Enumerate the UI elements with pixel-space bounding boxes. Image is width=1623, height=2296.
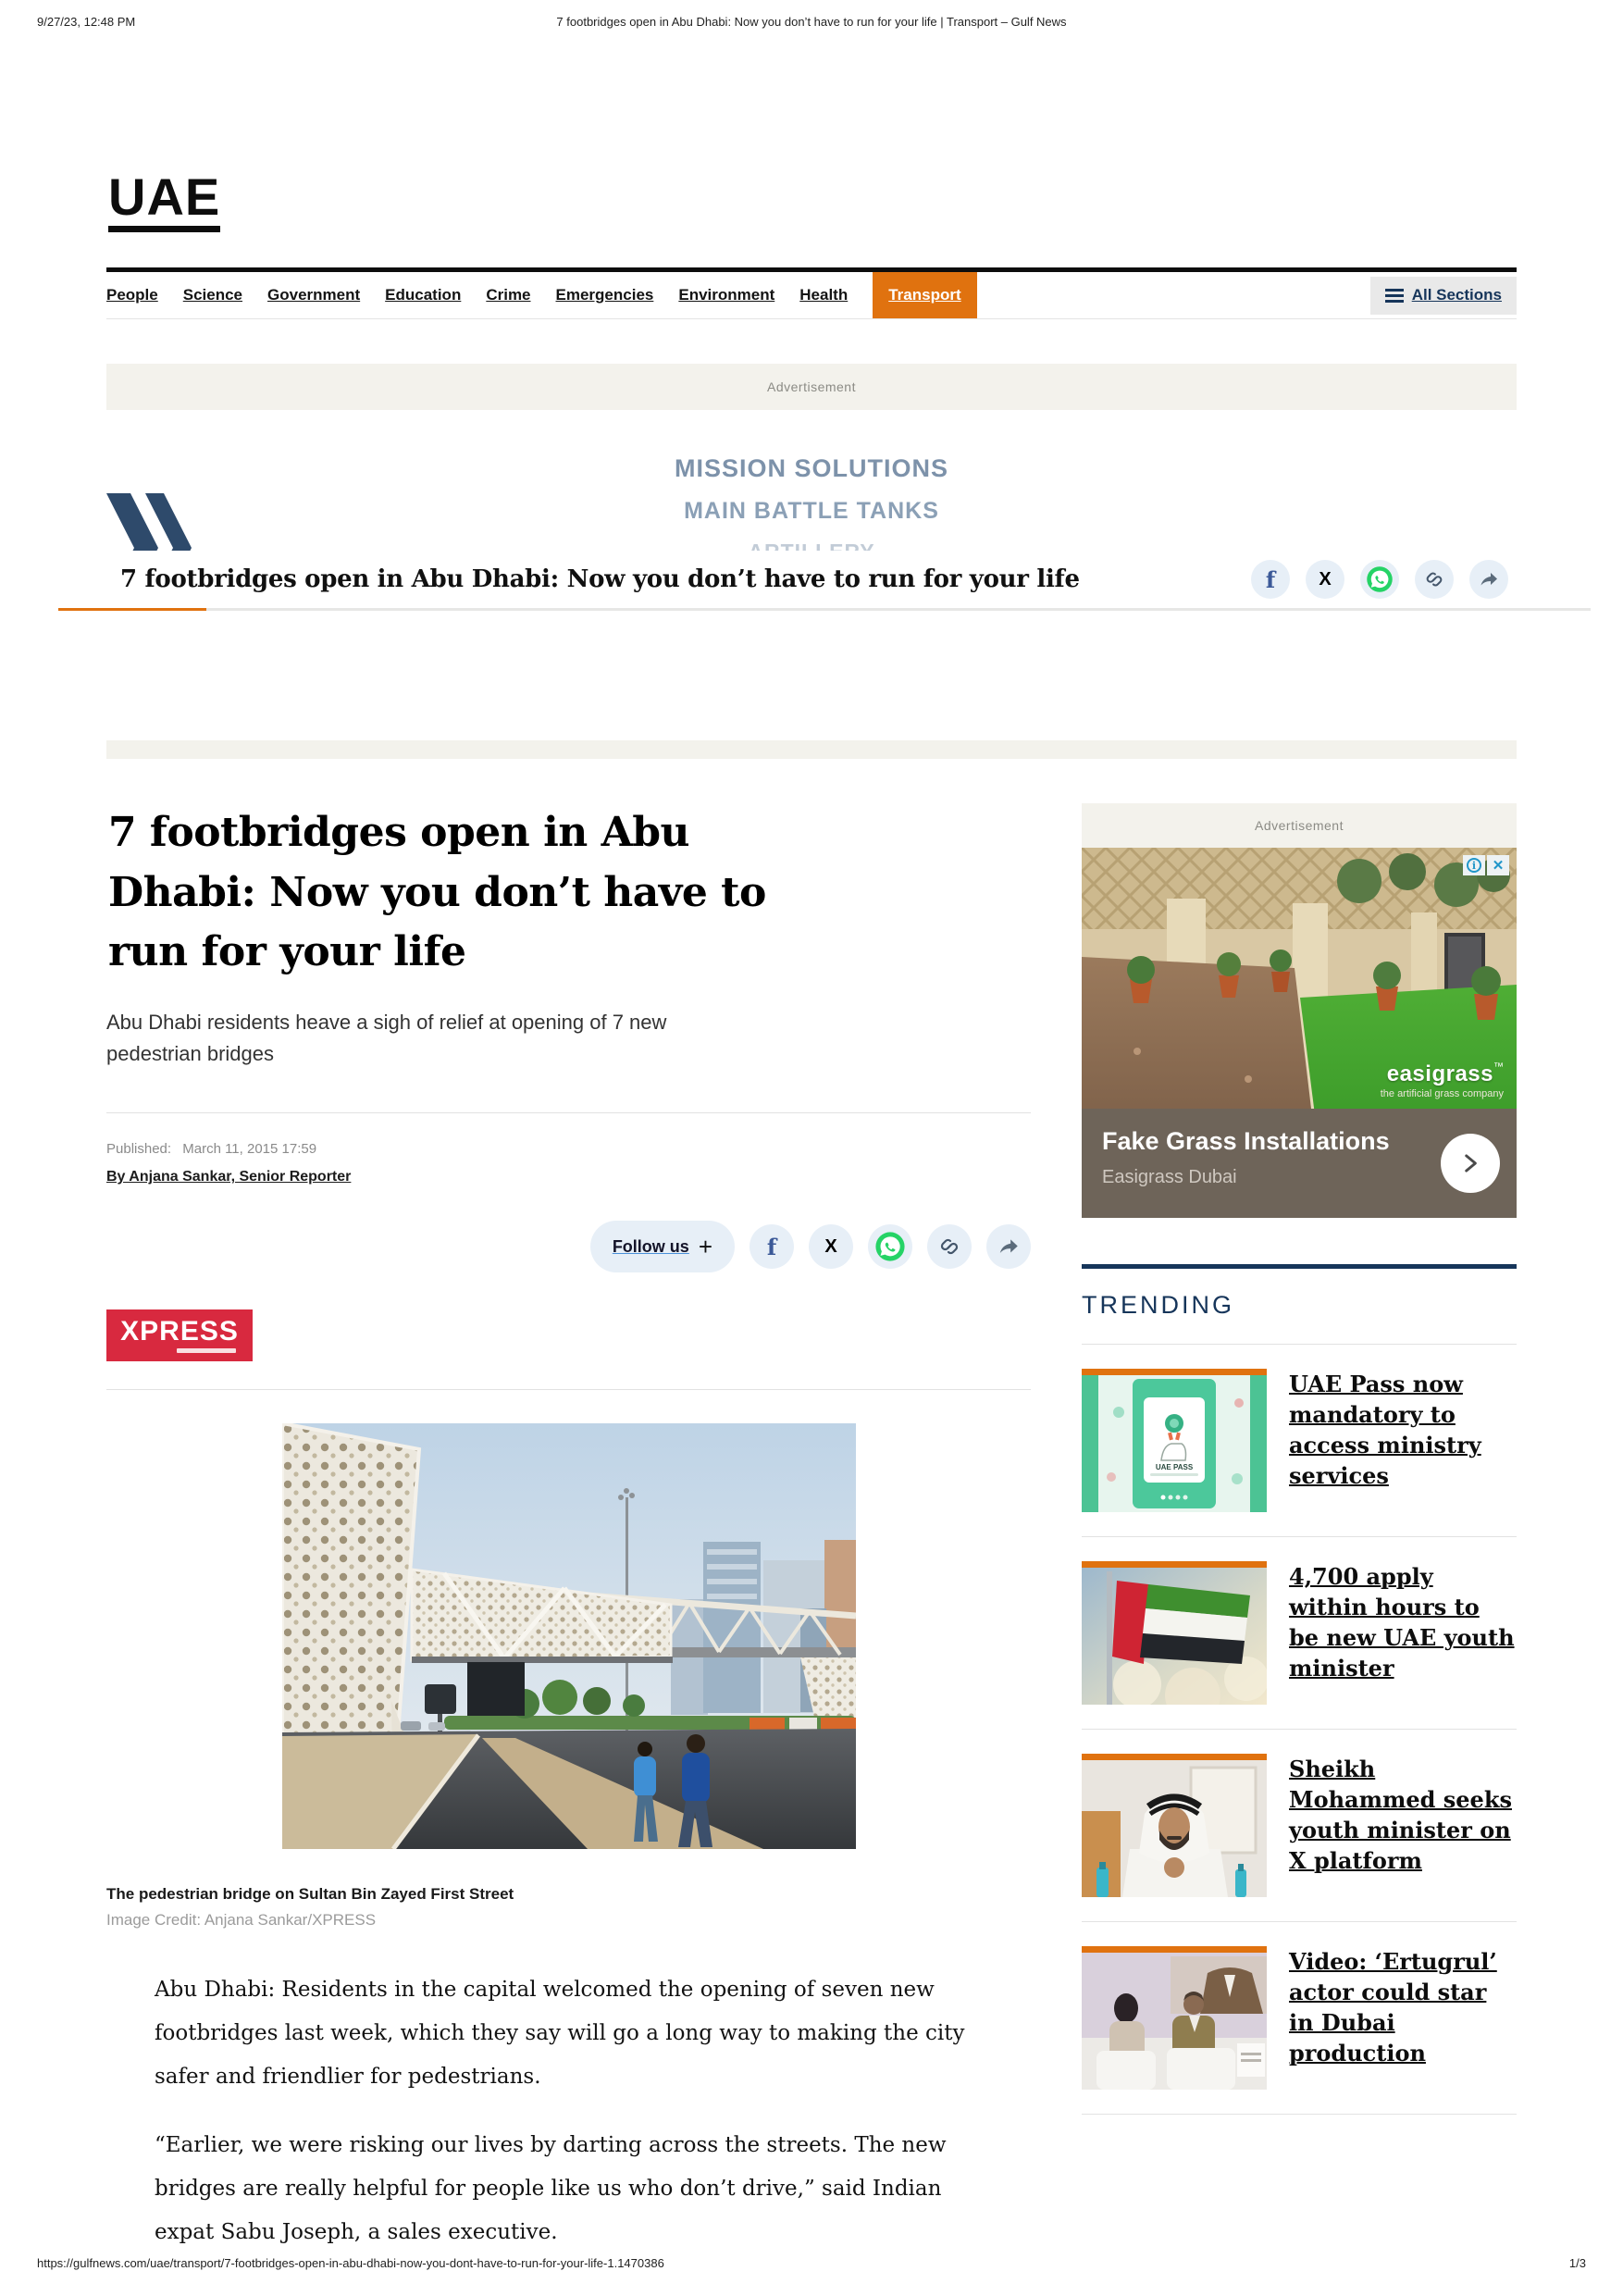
- copy-link-button[interactable]: [1415, 560, 1454, 599]
- sidebar-ad-creative[interactable]: [1082, 848, 1517, 1218]
- published-date: March 11, 2015 17:59: [182, 1141, 317, 1158]
- section-navbar: [106, 267, 1517, 319]
- sidebar: [1082, 803, 1517, 2254]
- share-arrow-icon: [1478, 568, 1500, 590]
- trending-title: TRENDING: [1082, 1291, 1234, 1319]
- reading-progress-bar: [58, 608, 1591, 611]
- trending-section: [1082, 1264, 1517, 2115]
- x-share-button[interactable]: [1306, 560, 1344, 599]
- x-twitter-icon: X: [824, 1235, 837, 1257]
- whatsapp-share-button[interactable]: [868, 1224, 912, 1269]
- top-ad-creative[interactable]: [106, 410, 1517, 740]
- published-row: [106, 1141, 1031, 1157]
- trending-thumb-uae-flag[interactable]: [1082, 1561, 1267, 1705]
- article-headline: 7 footbridges open in Abu Dhabi: Now you don’t have to run for your life: [108, 809, 766, 976]
- trending-item: [1082, 1537, 1517, 1730]
- masthead: [106, 0, 1517, 319]
- facebook-icon: f: [766, 1233, 777, 1260]
- trending-headline[interactable]: 4,700 apply within hours to be new UAE youth minister: [1289, 1563, 1515, 1682]
- easigrass-tagline: the artificial grass company: [1380, 1088, 1504, 1099]
- chevron-right-icon: [1458, 1151, 1482, 1175]
- share-button[interactable]: [986, 1224, 1031, 1269]
- top-ad-bottom-strip: [106, 740, 1517, 759]
- trending-headline[interactable]: Video: ‘Ertugrul’ actor could star in Dubai production: [1289, 1948, 1497, 2067]
- trending-headline[interactable]: Sheikh Mohammed seeks youth minister on X platform: [1289, 1756, 1512, 1875]
- nav-item-health[interactable]: Health: [799, 286, 849, 304]
- article-paragraph: Abu Dhabi: Residents in the capital welcomed the opening of seven new footbridges last week, which they say will go a long way to making the city safer and friendlier for pedestrians.: [155, 1978, 965, 2090]
- thumb-accent-bar: [1082, 1946, 1267, 1953]
- xpress-logo: [106, 1309, 253, 1361]
- trending-item: [1082, 1922, 1517, 2115]
- whatsapp-icon: [874, 1231, 906, 1262]
- xpress-tagline-strip: [177, 1348, 236, 1353]
- print-url: https://gulfnews.com/uae/transport/7-footbridges-open-in-abu-dhabi-now-you-dont-have-to-run-for-your-life-1.1470386: [37, 2256, 664, 2270]
- divider: [106, 1112, 1031, 1113]
- share-icons-row: [1251, 560, 1508, 599]
- x-share-button[interactable]: [809, 1224, 853, 1269]
- nav-item-crime[interactable]: Crime: [486, 286, 531, 304]
- hamburger-icon: [1385, 286, 1404, 305]
- ad-close-icon[interactable]: ✕: [1487, 855, 1509, 875]
- article-paragraph: “Earlier, we were risking our lives by darting across the streets. The new bridges are really helpful for people like us who don’t drive,” said Indian expat Sabu Joseph, a sales executive.: [155, 2132, 947, 2244]
- facebook-share-button[interactable]: [1251, 560, 1290, 599]
- whatsapp-icon: [1366, 565, 1394, 593]
- pedestrian-bridge-photo: [282, 1423, 856, 1849]
- ad-advertiser: Easigrass Dubai: [1102, 1167, 1237, 1187]
- uae-pass-app-image: [1082, 1375, 1267, 1512]
- follow-us-button[interactable]: [590, 1221, 735, 1272]
- published-label: Published:: [106, 1141, 172, 1158]
- byline-link[interactable]: By Anjana Sankar, Senior Reporter: [106, 1169, 352, 1185]
- trending-headline[interactable]: UAE Pass now mandatory to access ministry services: [1289, 1371, 1481, 1490]
- all-sections-button[interactable]: [1370, 277, 1517, 315]
- whatsapp-share-button[interactable]: [1360, 560, 1399, 599]
- share-arrow-icon: [997, 1235, 1021, 1259]
- trending-item: [1082, 1345, 1517, 1537]
- thumb-accent-bar: [1082, 1561, 1267, 1568]
- trending-top-bar: [1082, 1264, 1517, 1269]
- nav-item-environment[interactable]: Environment: [678, 286, 775, 304]
- sidebar-ad: [1082, 803, 1517, 1218]
- print-page-title: 7 footbridges open in Abu Dhabi: Now you don’t have to run for your life | Transport – Gulf News: [556, 15, 1067, 29]
- nav-item-emergencies[interactable]: Emergencies: [555, 286, 654, 304]
- nav-item-education[interactable]: Education: [385, 286, 462, 304]
- ad-next-button[interactable]: [1441, 1134, 1500, 1193]
- article-photo: [282, 1423, 856, 1854]
- reading-progress-fill: [58, 608, 206, 611]
- ad-info-icon[interactable]: i: [1463, 855, 1485, 875]
- uae-pass-label: UAE PASS: [1155, 1463, 1194, 1471]
- sticky-article-title: 7 footbridges open in Abu Dhabi: Now you don’t have to run for your life: [120, 565, 1080, 593]
- all-sections-label: All Sections: [1411, 286, 1502, 304]
- link-icon: [938, 1235, 960, 1258]
- trending-thumb-uae-pass[interactable]: [1082, 1369, 1267, 1512]
- top-ad-label: Advertisement: [106, 364, 1517, 410]
- easigrass-brand: easigrass: [1386, 1061, 1493, 1086]
- article-column: [106, 803, 1031, 2254]
- section-logo-uae[interactable]: UAE: [108, 171, 220, 232]
- uae-flag-image: [1082, 1568, 1267, 1705]
- divider: [106, 1389, 1031, 1390]
- image-caption: The pedestrian bridge on Sultan Bin Zayed First Street: [106, 1885, 514, 1904]
- sticky-article-bar: [0, 551, 1623, 608]
- sheikh-mohammed-image: [1082, 1760, 1267, 1897]
- follow-us-label: Follow us: [612, 1236, 689, 1256]
- trending-item: [1082, 1730, 1517, 1922]
- share-button[interactable]: [1469, 560, 1508, 599]
- nav-item-government[interactable]: Government: [267, 286, 361, 304]
- ad-overlay: [1082, 1109, 1517, 1218]
- article-body: [106, 1968, 1031, 2254]
- trademark-symbol: ™: [1493, 1061, 1504, 1073]
- x-twitter-icon: X: [1319, 568, 1332, 590]
- link-icon: [1424, 569, 1444, 590]
- easigrass-logo: [1381, 1061, 1504, 1099]
- ad-line-2: MAIN BATTLE TANKS: [684, 498, 939, 524]
- image-credit: Image Credit: Anjana Sankar/XPRESS: [106, 1911, 377, 1930]
- nav-item-transport-active[interactable]: Transport: [873, 272, 976, 318]
- trending-thumb-ertugrul-interview[interactable]: [1082, 1946, 1267, 2090]
- facebook-icon: f: [1265, 565, 1276, 593]
- nav-item-science[interactable]: Science: [182, 286, 243, 304]
- article-subtitle: Abu Dhabi residents heave a sigh of relief at opening of 7 new pedestrian bridges: [106, 1011, 667, 1066]
- trending-thumb-sheikh-mohammed[interactable]: [1082, 1754, 1267, 1897]
- ad-title: Fake Grass Installations: [1102, 1127, 1390, 1155]
- thumb-accent-bar: [1082, 1369, 1267, 1375]
- facebook-share-button[interactable]: [750, 1224, 794, 1269]
- print-page-number: 1/3: [1568, 2256, 1586, 2270]
- copy-link-button[interactable]: [927, 1224, 972, 1269]
- ad-choice-badges: [1463, 855, 1509, 875]
- interview-panel-image: [1082, 1953, 1267, 2090]
- thumb-accent-bar: [1082, 1754, 1267, 1760]
- follow-share-row: [106, 1221, 1031, 1272]
- xpress-logo-text: XPRESS: [120, 1316, 239, 1347]
- top-ad-text: [106, 454, 1517, 565]
- nav-item-people[interactable]: People: [106, 286, 158, 304]
- sidebar-ad-label: Advertisement: [1255, 818, 1344, 833]
- ad-line-1: MISSION SOLUTIONS: [674, 454, 949, 482]
- plus-icon: +: [698, 1232, 712, 1260]
- print-datetime: 9/27/23, 12:48 PM: [37, 15, 136, 29]
